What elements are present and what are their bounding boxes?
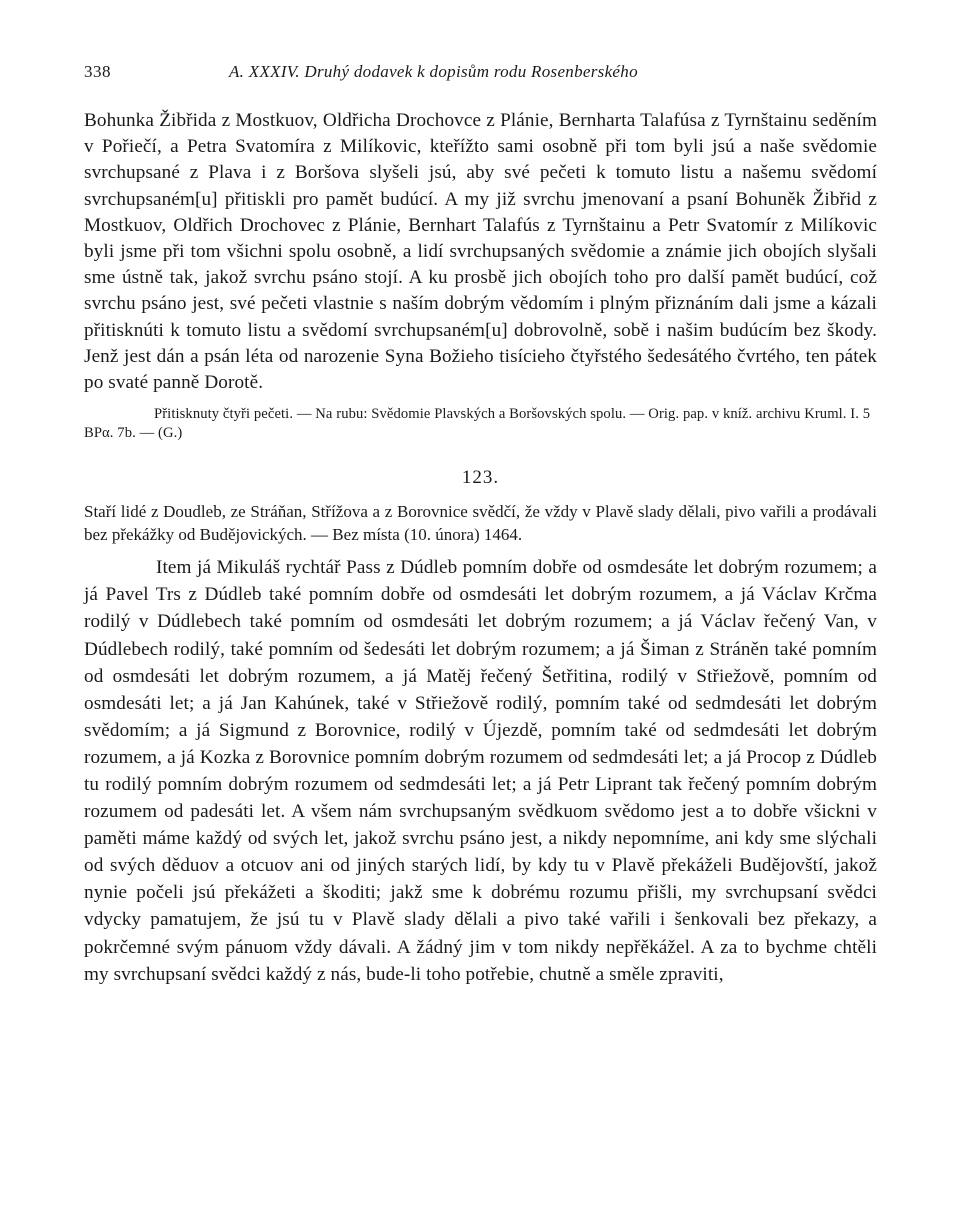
document-regest: Staří lidé z Doudleb, ze Stráňan, Střížova a z Borovnice svědčí, že vždy v Plavě slady dělali, pivo vařili a prodávali bez překážky od Budějovických. — Bez místa (10. února) 1464. <box>84 502 877 544</box>
document-page <box>84 58 877 988</box>
page-header <box>84 58 877 88</box>
paragraph-continuation: Bohunka Žibřida z Mostkuov, Oldřicha Drochovce z Plánie, Bernharta Talafúsa z Tyrnštainu seděním v Pořiečí, a Petra Svatomíra z Milíkovic, kteřížto sami osobně při tom byli jsú a naše svědomie svrchupsané z Plava i z Boršova slyšeli jsú, aby své pečeti k tomuto listu a našemu svědomí svrchupsaném[u] přitiskli pro pamět budúcí. A my již svrchu jmenovaní a psaní Bohuněk Žibřid z Mostkuov, Oldřich Drochovec z Plánie, Bernhart Talafús z Tyrnštainu a Petr Svatomír z Milíkovic byli jsme při tom všichni spolu osobně, a lidí svrchupsaných svědomie a známie jich obojích slyšali sme ústně tak, jakož svrchu psáno stojí. A ku prosbě jich obojích toho pro další pamět budúcí, což svrchu psáno jest, své pečeti vlastnie s naším dobrým vědomím i plným přiznáním dali jsme a kázali přitisknúti k tomuto listu a svědomí svrchupsaném[u] dobrovolně, sobě i našim budúcím bez škody. Jenž jest dán a psán léta od narozenie Syna Božieho tisícieho čtyřstého šedesátého čvrtého, ten pátek po svaté panně Dorotě. <box>84 110 877 394</box>
editorial-note: Přitisknuty čtyři pečeti. — Na rubu: Svědomie Plavských a Boršovských spolu. — Orig. pap. v kníž. archivu Kruml. I. 5 BPα. 7b. — (G.) <box>84 406 871 442</box>
running-title: A. XXXIV. Druhý dodavek k dopisům rodu Rosenberského <box>229 62 638 81</box>
document-text: Item já Mikuláš rychtář Pass z Dúdleb pomním dobře od osmdesáte let dobrým rozumem; a já Pavel Trs z Dúdleb také pomním dobře od osmdesáti let dobrým rozumem, a já Václav Krčma rodilý v Dúdlebech také pomním od osmdesáti let dobrým rozumem; a já Václav řečený Van, v Dúdlebech rodilý, také pomním od šedesáti let dobrým rozumem; a já Šiman z Stráněn také pomním od osmdesáti let dobrým rozumem, a já Matěj řečený Šetřitina, rodilý v Střiežově, pomním od osmdesáti let; a já Jan Kahúnek, také v Střiežově rodilý, pomním také od sedmdesáti let dobrým svědomím; a já Sigmund z Borovnice, rodilý v Újezdě, pomním také od sedmdesáti let dobrým rozumem, a já Kozka z Borovnice pomním dobrým rozumem od sedmdesáti let; a já Procop z Dúdleb tu rodilý pomním dobrým rozumem od sedmdesáti let; a já Petr Liprant tak řečený pomním dobrým rozumem od padesáti let. A všem nám svrchupsaným svědkuom svědomo jest a to dobře všickni v paměti máme každý od svých let, jakož svrchu psáno jest, a nikdy nepomníme, ani kdy sme slýchali od svých děduov a otcuov ani od jiných starých lidí, by kdy tu v Plavě překáželi Budějovští, jakož nynie počeli jsú překážeti a škoditi; jakž sme k dobrému rozumu přišli, my svrchupsaní svědci vdycky pamatujem, že jsú tu v Plavě slady dělali a pivo také vařili i šenkovali bez překazy, a pokrčemné svým pánuom vždy dávali. A žádný jim v tom nikdy nepřěkážel. A za to bychme chtěli my svrchupsaní svědci každý z nás, bude-li toho potřebie, chutně a směle zpraviti, <box>84 557 877 985</box>
document-number: 123. <box>461 467 500 489</box>
page-number: 338 <box>84 62 111 81</box>
